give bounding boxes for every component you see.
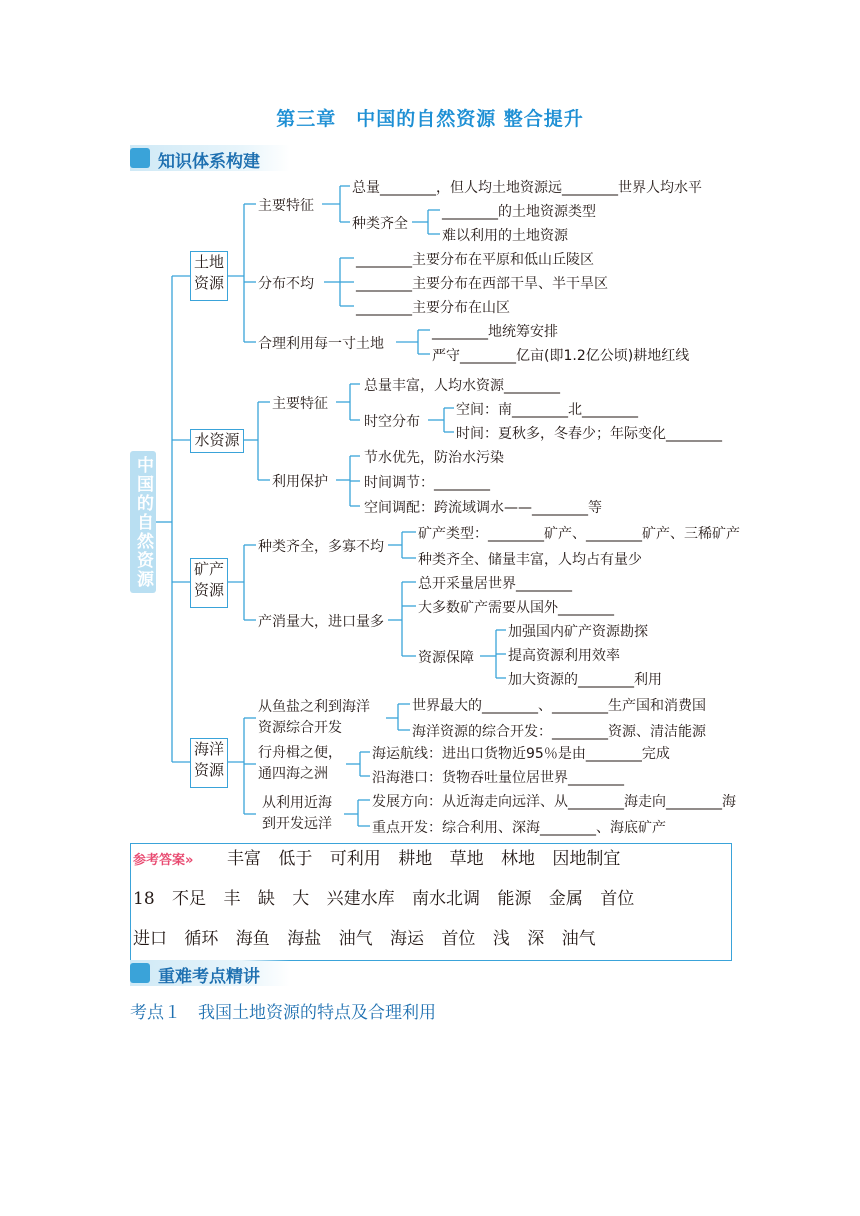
answer-line-2: 18 不足 丰 缺 大 兴建水库 南水北调 能源 金属 首位: [133, 889, 635, 909]
water-protect-c: 空间调配：跨流域调水——________等: [364, 500, 602, 516]
land-label-2: 资源: [193, 274, 224, 292]
land-variety: 种类齐全: [352, 216, 408, 232]
land-uneven-a: ________主要分布在平原和低山丘陵区: [356, 252, 594, 268]
land-variety-b: 难以利用的土地资源: [442, 228, 568, 244]
ocean-branch-3-a: 发展方向：从近海走向远洋、从________海走向________海: [372, 794, 736, 810]
kaodian-heading: 考点１ 我国土地资源的特点及合理利用: [130, 1003, 436, 1023]
ocean-branch-2-line-2: 通四海之洲: [258, 766, 328, 782]
ocean-branch-2-line-1: 行舟楫之便，: [258, 745, 342, 761]
mineral-produce-a: 总开采量居世界________: [418, 576, 572, 592]
mineral-guarantee-c: 加大资源的________利用: [508, 672, 662, 688]
land-uneven-b: ________主要分布在西部干旱、半干旱区: [356, 276, 608, 292]
ocean-branch-1-a: 世界最大的________、________生产国和消费国: [412, 698, 706, 714]
mineral-variety-b: 种类齐全、储量丰富，人均占有量少: [418, 552, 642, 568]
ocean-branch-1-b: 海洋资源的综合开发：________资源、清洁能源: [412, 724, 706, 740]
ocean-branch-3: [262, 793, 332, 835]
water-space: 空间：南________北________: [456, 402, 638, 418]
stack-icon: [130, 963, 150, 983]
mineral-label-2: 资源: [193, 581, 224, 599]
ocean-node: [190, 738, 228, 788]
ocean-branch-2-a: 海运航线：进出口货物近95％是由________完成: [372, 746, 670, 762]
mineral-produce-b: 大多数矿产需要从国外________: [418, 600, 614, 616]
mineral-guarantee: 资源保障: [418, 650, 474, 666]
land-total: 总量________，但人均土地资源远________世界人均水平: [352, 180, 702, 196]
section-title: 知识体系构建: [158, 152, 260, 172]
land-node: [190, 251, 228, 301]
answer-label: 参考答案»: [133, 853, 194, 868]
ocean-branch-3-line-1: 从利用近海: [262, 795, 332, 811]
ocean-branch-1-line-1: 从鱼盐之利到海洋: [258, 699, 370, 715]
land-uneven-c: ________主要分布在山区: [356, 300, 510, 316]
water-main-feature: 主要特征: [272, 396, 328, 412]
mineral-guarantee-a: 加强国内矿产资源勘探: [508, 624, 648, 640]
section-title-2: 重难考点精讲: [158, 967, 260, 987]
water-time: 时间：夏秋多，冬春少；年际变化________: [456, 426, 722, 442]
land-rational-a: ________地统筹安排: [432, 324, 558, 340]
page-title: 第三章 中国的自然资源 整合提升: [276, 108, 584, 130]
land-label-1: 土地: [193, 253, 224, 271]
land-variety-a: ________的土地资源类型: [442, 204, 596, 220]
mineral-variety: 种类齐全，多寡不均: [258, 539, 384, 555]
water-total: 总量丰富，人均水资源________: [364, 378, 560, 394]
answer-line-3: 进口 循环 海鱼 海盐 油气 海运 首位 浅 深 油气: [133, 929, 596, 949]
mineral-guarantee-b: 提高资源利用效率: [508, 648, 620, 664]
answer-box: [130, 843, 732, 961]
water-protect-a: 节水优先，防治水污染: [364, 450, 504, 466]
root-node: 中国的自然资源: [130, 451, 156, 593]
land-main-feature: 主要特征: [258, 198, 314, 214]
ocean-branch-1: [258, 697, 370, 739]
land-uneven: 分布不均: [258, 276, 314, 292]
water-protect-b: 时间调节：________: [364, 475, 490, 491]
mineral-produce: 产消量大，进口量多: [258, 614, 384, 630]
section-header-keypoints: [130, 960, 290, 986]
answer-line-1: 丰富 低于 可利用 耕地 草地 林地 因地制宜: [227, 849, 621, 869]
water-protect: 利用保护: [272, 474, 328, 490]
ocean-branch-1-line-2: 资源综合开发: [258, 720, 342, 736]
mineral-node: [190, 558, 228, 608]
mineral-label-1: 矿产: [193, 560, 224, 578]
ocean-branch-3-line-2: 到开发远洋: [262, 816, 332, 832]
mineral-variety-a: 矿产类型：________矿产、________矿产、三稀矿产: [418, 526, 740, 542]
land-rational: 合理利用每一寸土地: [258, 336, 384, 352]
water-spacetime: 时空分布: [364, 414, 420, 430]
land-rational-b: 严守________亿亩(即1.2亿公顷)耕地红线: [432, 348, 690, 364]
ocean-branch-2: [258, 743, 342, 785]
ocean-label-2: 资源: [193, 761, 224, 779]
ocean-branch-2-b: 沿海港口：货物吞吐量位居世界________: [372, 770, 624, 786]
ocean-branch-3-b: 重点开发：综合利用、深海________、海底矿产: [372, 820, 666, 836]
water-node: 水资源: [190, 429, 244, 453]
ocean-label-1: 海洋: [193, 740, 224, 758]
